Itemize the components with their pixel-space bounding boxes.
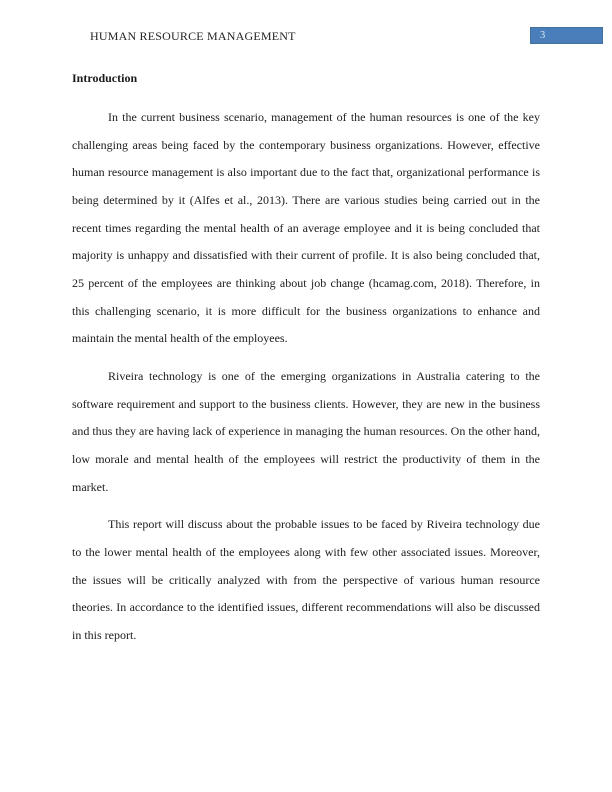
paragraph-1: In the current business scenario, management of the human resources is one of the key challenging areas being faced by the contemporary business organizations. However, effective human resource management is also important due to the fact that, organizational performance is being determined by it (Alfes et al., 2013). There are various studies being carried out in the recent times regarding the mental health of an average employee and it is being concluded that majority is unhappy and dissatisfied with their current of profile. It is also being concluded that, 25 percent of the employees are thinking about job change (hcamag.com, 2018). Therefore, in this challenging scenario, it is more difficult for the business organizations to enhance and maintain the mental health of the employees. (72, 110, 540, 346)
document-body (72, 71, 540, 659)
paragraph-2: Riveira technology is one of the emerging organizations in Australia catering to the software requirement and support to the business clients. However, they are new in the business and thus they are having lack of experience in managing the human resources. On the other hand, low morale and mental health of the employees will restrict the productivity of them in the market. (72, 368, 540, 494)
running-head: HUMAN RESOURCE MANAGEMENT (90, 29, 296, 43)
section-heading-introduction: Introduction (72, 71, 138, 85)
page-number: 3 (540, 30, 546, 41)
paragraph-3: This report will discuss about the probable issues to be faced by Riveira technology due to the lower mental health of the employees along with few other associated issues. Moreover, the issues will be critically analyzed with from the perspective of various human resource theories. In accordance to the identified issues, different recommendations will also be discussed in this report. (72, 517, 540, 642)
page-number-box (530, 27, 603, 44)
